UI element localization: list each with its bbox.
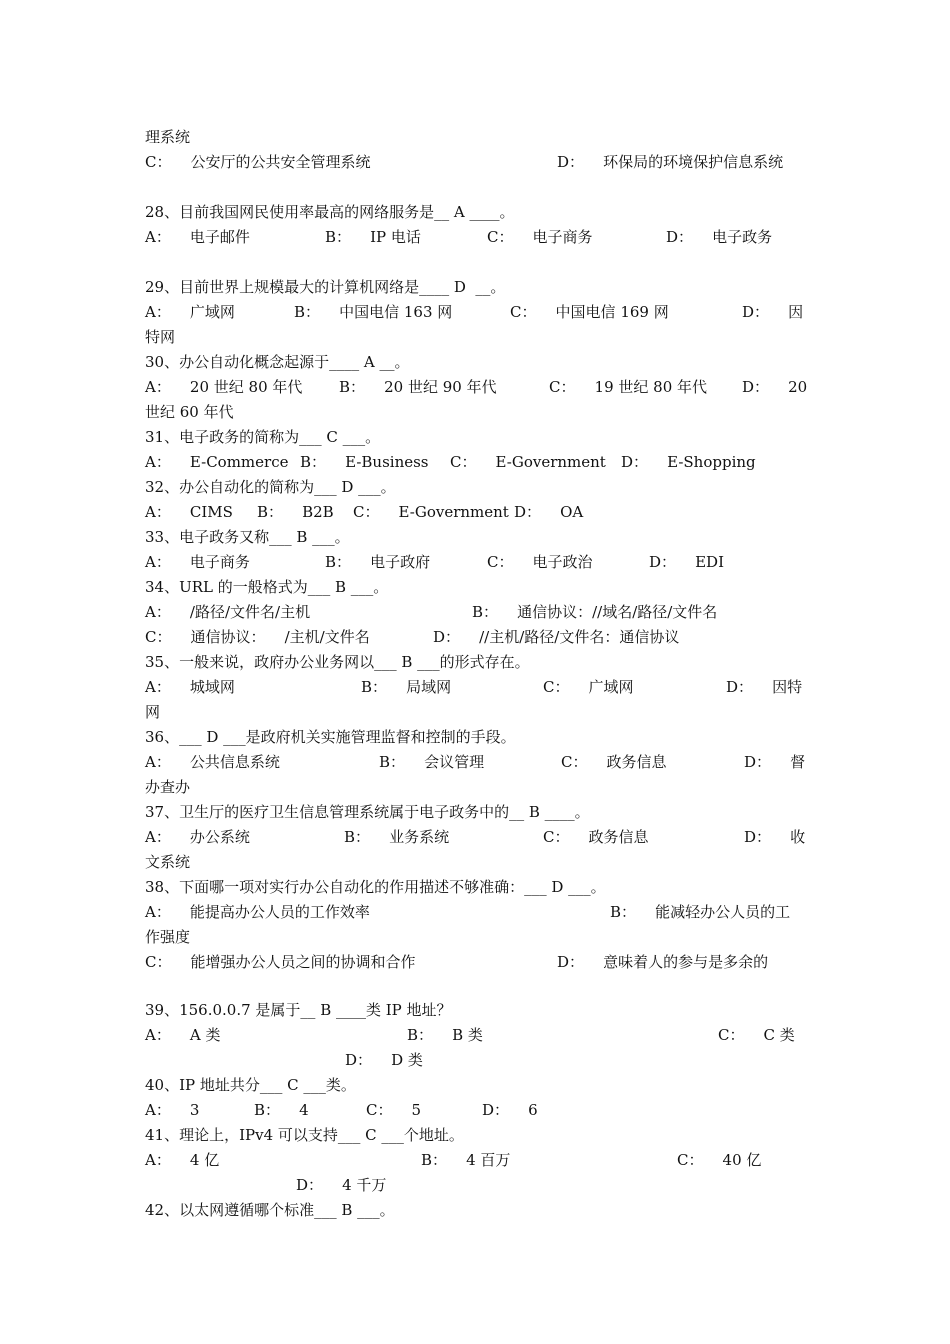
q33-option-c: C： 电子政治 [487,553,593,571]
q35-option-b: B： 局域网 [361,678,452,696]
q38-option-b-cont: 作强度 [145,928,191,946]
q32-option-a: A： CIMS [145,503,233,521]
q31-option-b: B： E-Business [300,453,429,471]
q36-option-b: B： 会议管理 [379,753,485,771]
q30-option-b: B： 20 世纪 90 年代 [339,378,497,396]
question-34: 34、URL 的一般格式为___ B ___。 [145,578,389,596]
q30-option-a: A： 20 世纪 80 年代 [145,378,303,396]
q28-option-a: A： 电子邮件 [145,228,250,246]
question-40: 40、IP 地址共分___ C ___类。 [145,1076,356,1094]
q31-option-c: C： E-Government [450,453,606,471]
q34-option-d: D： //主机/路径/文件名：通信协议 [433,628,680,646]
question-30: 30、办公自动化概念起源于____ A __。 [145,353,410,371]
q33-option-a: A： 电子商务 [145,553,250,571]
question-35: 35、一般来说，政府办公业务网以___ B ___的形式存在。 [145,653,530,671]
question-36: 36、___ D ___是政府机关实施管理监督和控制的手段。 [145,728,516,746]
question-33: 33、电子政务又称___ B ___。 [145,528,350,546]
q29-option-b: B： 中国电信 163 网 [294,303,453,321]
q37-option-d-cont: 文系统 [145,853,191,871]
continuation-line: 理系统 [145,128,191,146]
question-38: 38、下面哪一项对实行办公自动化的作用描述不够准确：___ D ___。 [145,878,606,896]
q34-option-a: A： /路径/文件名/主机 [145,603,311,621]
q34-option-b: B： 通信协议：//域名/路径/文件名 [472,603,718,621]
q37-option-d: D： 收 [744,828,806,846]
q32-option-d: D： OA [514,503,584,521]
q28-option-b: B： IP 电话 [325,228,421,246]
q40-option-d: D： 6 [482,1101,538,1119]
q32-option-b: B： B2B [257,503,334,521]
q30-option-d-cont: 世纪 60 年代 [145,403,234,421]
q38-option-d: D： 意味着人的参与是多余的 [557,953,769,971]
q31-option-a: A： E-Commerce [145,453,289,471]
q33-option-b: B： 电子政府 [325,553,431,571]
q35-option-c: C： 广域网 [543,678,634,696]
q36-option-d-cont: 办查办 [145,778,191,796]
q39-option-c: C： C 类 [718,1026,795,1044]
question-32: 32、办公自动化的简称为___ D ___。 [145,478,396,496]
question-37: 37、卫生厅的医疗卫生信息管理系统属于电子政务中的__ B ____。 [145,803,590,821]
q38-option-c: C： 能增强办公人员之间的协调和合作 [145,953,416,971]
q28-option-c: C： 电子商务 [487,228,593,246]
question-42: 42、以太网遵循哪个标准___ B ___。 [145,1201,395,1219]
option-d: D： 环保局的环境保护信息系统 [557,153,784,171]
q41-option-c: C： 40 亿 [677,1151,762,1169]
q38-option-a: A： 能提高办公人员的工作效率 [145,903,370,921]
question-29: 29、目前世界上规模最大的计算机网络是____ D __。 [145,278,506,296]
q29-option-c: C： 中国电信 169 网 [510,303,669,321]
q41-option-b: B： 4 百万 [421,1151,511,1169]
q30-option-d: D： 20 [742,378,808,396]
q39-option-b: B： B 类 [407,1026,483,1044]
q35-option-d-cont: 网 [145,703,161,721]
q36-option-a: A： 公共信息系统 [145,753,280,771]
q29-option-d-cont: 特网 [145,328,176,346]
q33-option-d: D： EDI [649,553,725,571]
question-31: 31、电子政务的简称为___ C ___。 [145,428,381,446]
q37-option-c: C： 政务信息 [543,828,649,846]
q40-option-a: A： 3 [145,1101,200,1119]
q40-option-c: C： 5 [366,1101,422,1119]
question-41: 41、理论上，IPv4 可以支持___ C ___个地址。 [145,1126,464,1144]
q37-option-a: A： 办公系统 [145,828,250,846]
q31-option-d: D： E-Shopping [621,453,756,471]
q38-option-b: B： 能减轻办公人员的工 [610,903,791,921]
q29-option-a: A： 广域网 [145,303,235,321]
q41-option-d: D： 4 千万 [296,1176,387,1194]
q29-option-d: D： 因 [742,303,804,321]
q37-option-b: B： 业务系统 [344,828,450,846]
q39-option-a: A： A 类 [145,1026,221,1044]
q35-option-a: A： 城域网 [145,678,235,696]
q35-option-d: D： 因特 [726,678,803,696]
q36-option-d: D： 督 [744,753,806,771]
option-c: C： 公安厅的公共安全管理系统 [145,153,371,171]
q28-option-d: D： 电子政务 [666,228,773,246]
q41-option-a: A： 4 亿 [145,1151,220,1169]
q40-option-b: B： 4 [254,1101,309,1119]
q32-option-c: C： E-Government [353,503,509,521]
q34-option-c: C： 通信协议： /主机/文件名 [145,628,370,646]
q36-option-c: C： 政务信息 [561,753,667,771]
q30-option-c: C： 19 世纪 80 年代 [549,378,708,396]
q39-option-d: D： D 类 [345,1051,423,1069]
question-39: 39、156.0.0.7 是属于__ B ____类 IP 地址？ [145,1001,452,1019]
question-28: 28、目前我国网民使用率最高的网络服务是__ A ____。 [145,203,515,221]
